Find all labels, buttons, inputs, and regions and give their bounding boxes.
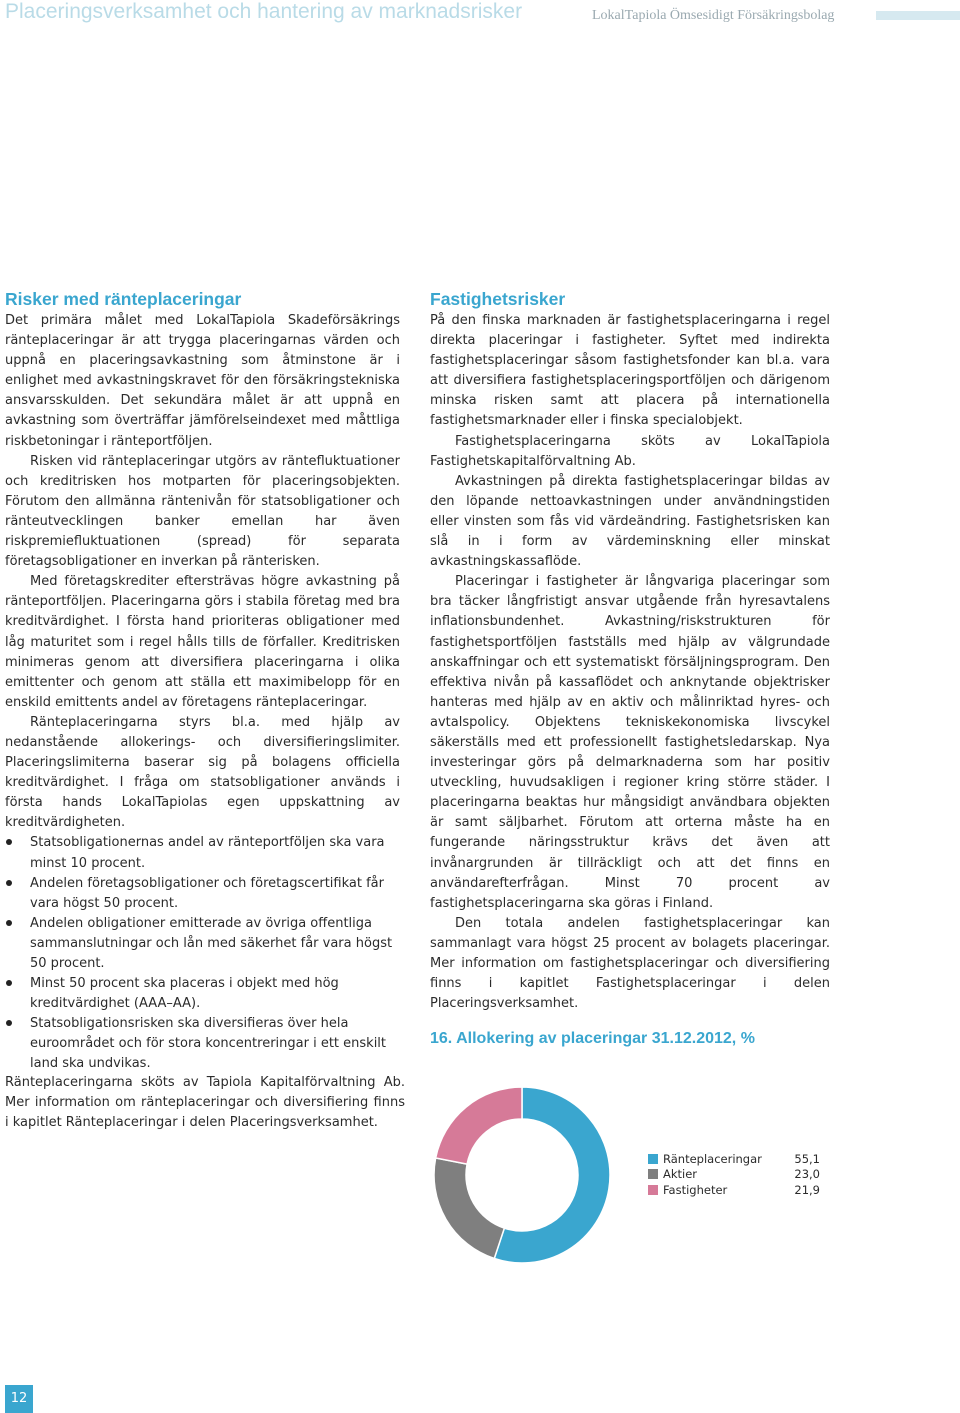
left-column — [5, 287, 400, 1075]
legend-value: 55,1 — [794, 1151, 820, 1166]
list-item: Statsobligationsrisken ska diversifieras över hela euroområdet och för stora koncentreringar i ett enskilt land ska undvikas. — [5, 1014, 400, 1074]
legend-item — [648, 1182, 820, 1198]
section-heading-interest-risk: Risker med ränteplaceringar — [5, 289, 242, 309]
allocation-donut-chart — [432, 1085, 612, 1265]
right-column — [430, 287, 830, 1014]
legend-label: Ränteplaceringar — [663, 1151, 762, 1166]
legend-label: Aktier — [663, 1167, 698, 1182]
section-heading-property-risk: Fastighetsrisker — [430, 289, 566, 309]
legend-label: Fastigheter — [663, 1182, 728, 1197]
header-title: Placeringsverksamhet och hantering av marknadsrisker — [5, 0, 523, 23]
legend-swatch — [648, 1185, 658, 1195]
legend-value: 21,9 — [794, 1182, 820, 1197]
chart-title: 16. Allokering av placeringar 31.12.2012, % — [430, 1030, 755, 1047]
list-item: Andelen företagsobligationer och företagscertifikat får vara högst 50 procent. — [5, 874, 400, 914]
legend-item — [648, 1167, 820, 1183]
list-item: Statsobligationernas andel av ränteportföljen ska vara minst 10 procent. — [5, 833, 400, 873]
limits-list — [5, 833, 400, 1074]
list-item: Minst 50 procent ska placeras i objekt med hög kreditvärdighet (AAA–AA). — [5, 974, 400, 1014]
donut-slice-fastigheter — [436, 1087, 522, 1164]
paragraph: Ränteplaceringarna sköts av Tapiola Kapitalförvaltning Ab. Mer information om ränteplaceringar och diversifiering finns i kapitlet Ränteplaceringar i delen Placeringsverksamhet. — [5, 1075, 405, 1131]
chart-legend — [648, 1151, 820, 1198]
paragraph: Risken vid ränteplaceringar utgörs av räntefluktuationer och kreditrisken hos motparten för placeringsobjekten. Förutom den allmänna räntenivån för statsobligationer och ränteutvecklingen banker emellan har även riskpremiefluktuationen (spread) för separata företagsobligationer en inverkan på ränterisken. — [5, 453, 400, 570]
paragraph: Ränteplaceringarna styrs bl.a. med hjälp av nedanstående allokerings- och diversifieringslimiter. Placeringslimiterna baserar sig på bolagens officiella kreditvärdighet. I fråga om statsobligationer används i första hands LokalTapiolas egen uppskattning av kreditvärdigheten. — [5, 714, 400, 831]
donut-slice-aktier — [434, 1158, 504, 1259]
paragraph: Den totala andelen fastighetsplaceringar kan sammanlagt vara högst 25 procent av bolagets placeringar. Mer information om fastighetsplaceringar och diversifiering finns i kapitlet Fastighetsplaceringar i delen Placeringsverksamhet. — [430, 915, 830, 1012]
legend-value: 23,0 — [794, 1167, 820, 1182]
list-item: Andelen obligationer emitterade av övriga offentliga sammanslutningar och lån med säkerhet får vara högst 50 procent. — [5, 914, 400, 974]
header-org: LokalTapiola Ömsesidigt Försäkringsbolag — [592, 8, 835, 23]
legend-swatch — [648, 1169, 658, 1179]
paragraph: Det primära målet med LokalTapiola Skadeförsäkrings ränteplaceringar är att trygga placeringarnas värden och uppnå en placeringsavkastning som åtminstone är i enlighet med avkastningskravet för den försäkringstekniska ansvarsskulden. Det sekundära målet är att uppnå en avkastning som överträffar jämförelseindexet med måttliga riskbetoningar i ränteportföljen. — [5, 313, 400, 449]
paragraph: Fastighetsplaceringarna sköts av LokalTapiola Fastighetskapitalförvaltning Ab. — [430, 433, 830, 469]
paragraph: Placeringar i fastigheter är långvariga placeringar som bra täcker långfristigt ansvar utgående från hyresavtalens inflationsbundenhet. Avkastning/riskstrukturen för fastighetsportföljen fastställs med hjälp av välgrundade anskaffningar och ett systematiskt försäljningsprogram. Den effektiva nivån på kassaflödet och anknytande objektrisker hanteras med hjälp av en aktiv och målinriktad hyres- och avtalspolicy. Objektens tekniskekonomiska livscykel säkerställs med ett professionellt fastighetsledarskap. Nya investeringar görs på delmarknaderna som har positiv utveckling, huvudsakligen i regioner kring större städer. I placeringarna beaktas hur mångsidigt användbara objekten är samt säljbarhet. Förutom att orterna måste ha en fungerande näringsstruktur krävs det även att invånargrunden är tillräckligt och att det finns en användarefterfrågan. Minst 70 procent av fastighetsplaceringarna ska göras i Finland. — [430, 574, 830, 911]
page-number: 12 — [5, 1385, 33, 1413]
paragraph: På den finska marknaden är fastighetsplaceringarna i regel direkta placeringar i fastigheter. Syftet med indirekta fastighetsplaceringar såsom fastighetsfonder kan bl.a. vara att diversifiera fastighetsplaceringsportföljen och därigenom minska risken samt att placera på internationella fastighetsmarknader eller i finska specialobjekt. — [430, 313, 830, 429]
legend-item — [648, 1151, 820, 1167]
management-note — [5, 1073, 405, 1133]
paragraph: Med företagskrediter eftersträvas högre avkastning på ränteportföljen. Placeringarna görs i stabila företag med bra kreditvärdighet. I första hand prioriteras obligationer med låg maturitet som i regel hålls tills de förfaller. Kreditrisken minimeras genom att diversifiera placeringarna i olika emittenter och genom att ställa ett maximibelopp för en enskild emittents andel av företagens ränteplaceringar. — [5, 574, 400, 710]
legend-swatch — [648, 1154, 658, 1164]
header-decor-bar — [876, 11, 960, 20]
paragraph: Avkastningen på direkta fastighetsplaceringar bildas av den löpande nettoavkastningen under användningstiden eller vinsten som fås vid värdeändring. Fastighetsrisken kan slå in i form av värdeminskning eller minskat avkastningskassaflöde. — [430, 473, 830, 570]
page-header — [0, 0, 960, 32]
